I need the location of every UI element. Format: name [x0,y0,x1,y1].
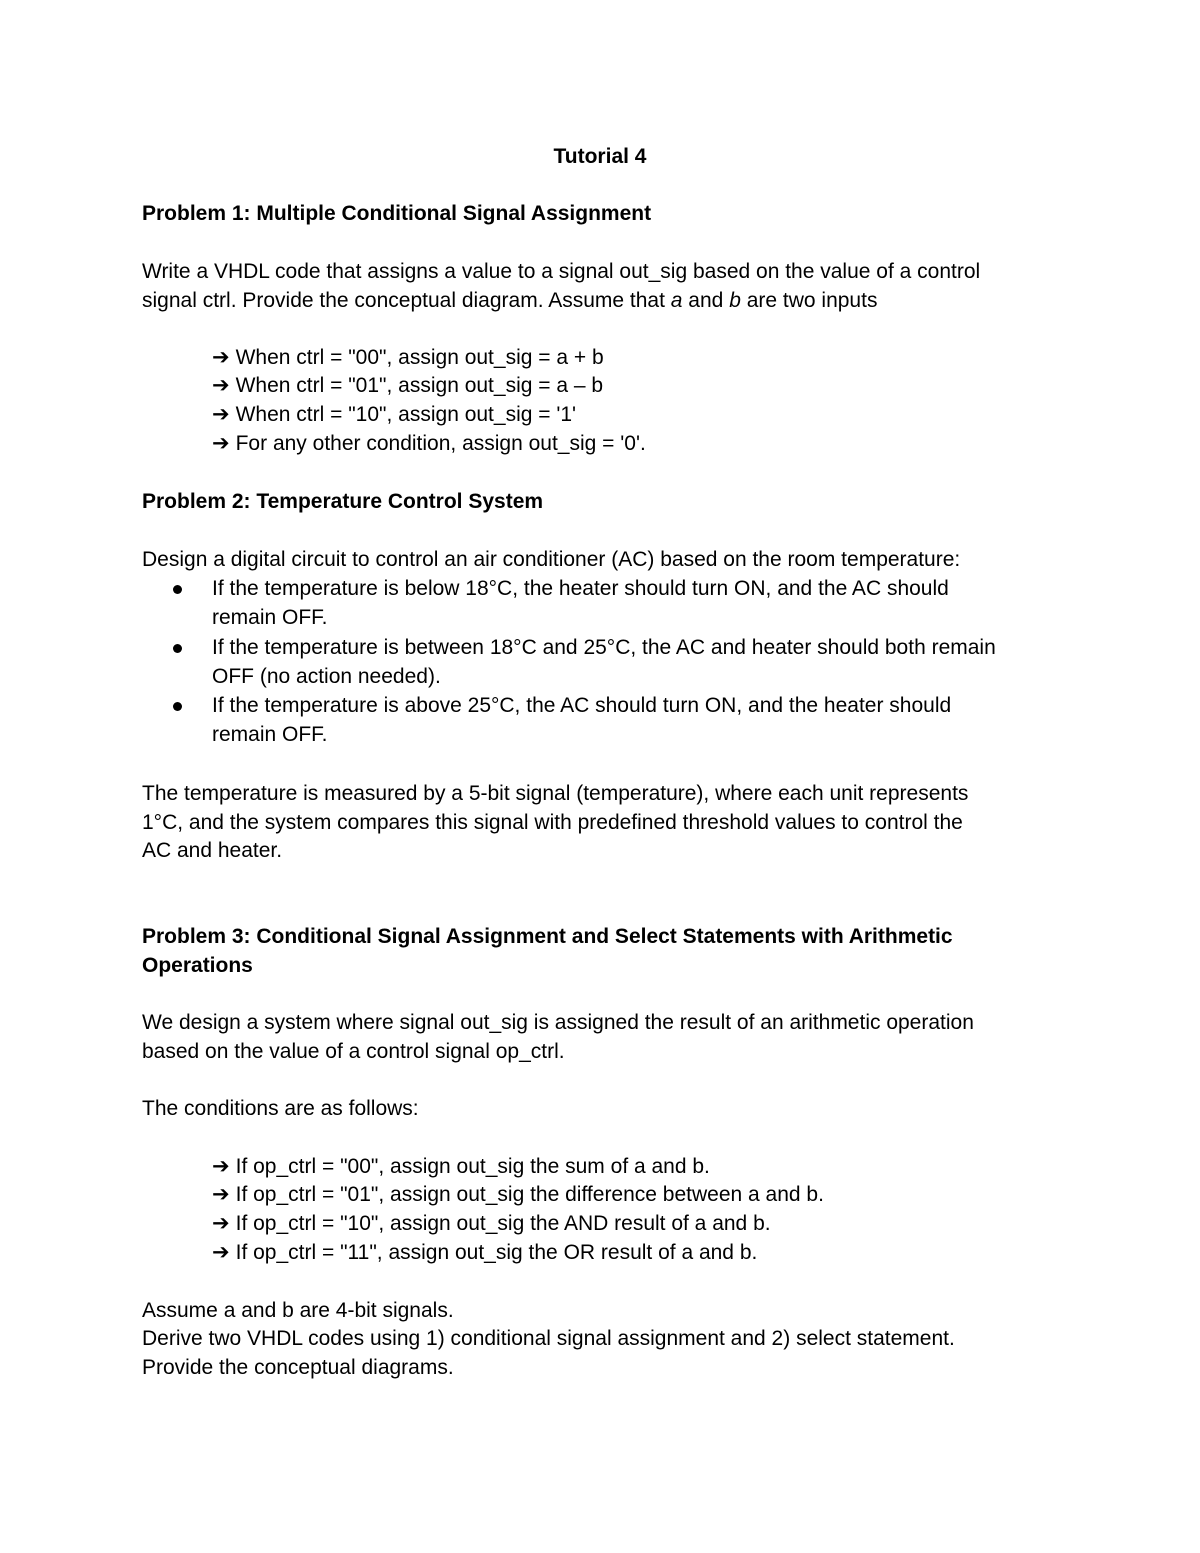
problem1-item-text: When ctrl = "01", assign out_sig = a – b [235,374,604,397]
problem1-intro-line2-mid: and [682,289,730,312]
problem3-list-item [212,1238,757,1267]
problem1-heading: Problem 1: Multiple Conditional Signal Assignment [142,202,652,225]
problem1-list-item [212,400,576,429]
problem1-intro-line2-post: are two inputs [740,289,878,312]
problem3-item-text: If op_ctrl = "00", assign out_sig the sum of a and b. [235,1155,710,1178]
problem3-closing-line3: Provide the conceptual diagrams. [142,1356,454,1379]
problem2-bullet-line: If the temperature is between 18°C and 25°C, the AC and heater should both remain [212,636,996,659]
variable-b: b [729,289,741,312]
problem1-list-item [212,343,604,372]
problem3-heading-line1: Problem 3: Conditional Signal Assignment and Select Statements with Arithmetic [142,925,953,948]
problem2-paragraph-line3: AC and heater. [142,839,283,862]
arrow-right-icon: ➔ [212,1155,230,1178]
problem3-item-text: If op_ctrl = "10", assign out_sig the AND result of a and b. [235,1212,771,1235]
problem3-item-text: If op_ctrl = "11", assign out_sig the OR result of a and b. [235,1241,758,1264]
problem2-bullet-line: remain OFF. [212,606,328,629]
problem3-list-item [212,1209,771,1238]
variable-a: a [670,289,683,312]
problem3-item-text: If op_ctrl = "01", assign out_sig the difference between a and b. [235,1183,824,1206]
problem1-list-item [212,371,603,400]
problem1-intro-line2-pre: signal ctrl. Provide the conceptual diagram. Assume that [142,289,671,312]
problem3-conditions-label: The conditions are as follows: [142,1097,419,1120]
problem2-paragraph-line2: 1°C, and the system compares this signal with predefined threshold values to control the [142,811,963,834]
arrow-right-icon: ➔ [212,1241,230,1264]
problem2-bullet-line: remain OFF. [212,723,328,746]
problem3-intro-line2: based on the value of a control signal op_ctrl. [142,1040,565,1063]
problem3-closing-line1: Assume a and b are 4-bit signals. [142,1299,454,1322]
arrow-right-icon: ➔ [212,374,230,397]
problem1-intro-line2 [142,286,877,315]
problem1-list-item [212,429,646,458]
problem3-heading-line2: Operations [142,954,253,977]
problem2-paragraph-line1: The temperature is measured by a 5-bit signal (temperature), where each unit represents [142,782,969,805]
problem1-item-text: When ctrl = "00", assign out_sig = a + b [235,346,604,369]
problem2-heading: Problem 2: Temperature Control System [142,490,544,513]
bullet-icon [173,644,182,653]
problem1-item-text: When ctrl = "10", assign out_sig = '1' [235,403,577,426]
arrow-right-icon: ➔ [212,432,230,455]
arrow-right-icon: ➔ [212,1183,230,1206]
problem3-list-item [212,1180,824,1209]
problem3-closing-line2: Derive two VHDL codes using 1) conditional signal assignment and 2) select statement. [142,1327,955,1350]
arrow-right-icon: ➔ [212,403,230,426]
arrow-right-icon: ➔ [212,1212,230,1235]
problem3-intro-line1: We design a system where signal out_sig is assigned the result of an arithmetic operation [142,1011,974,1034]
problem2-bullet-line: If the temperature is above 25°C, the AC should turn ON, and the heater should [212,694,952,717]
bullet-icon [173,585,182,594]
problem1-item-text: For any other condition, assign out_sig = '0'. [235,432,646,455]
problem2-bullet-line: OFF (no action needed). [212,665,441,688]
problem2-bullet-line: If the temperature is below 18°C, the heater should turn ON, and the AC should [212,577,949,600]
arrow-right-icon: ➔ [212,346,230,369]
problem1-intro-line1: Write a VHDL code that assigns a value to a signal out_sig based on the value of a control [142,260,981,283]
problem2-intro: Design a digital circuit to control an air conditioner (AC) based on the room temperature: [142,548,961,571]
page-title: Tutorial 4 [553,145,647,168]
problem3-list-item [212,1152,710,1181]
bullet-icon [173,702,182,711]
